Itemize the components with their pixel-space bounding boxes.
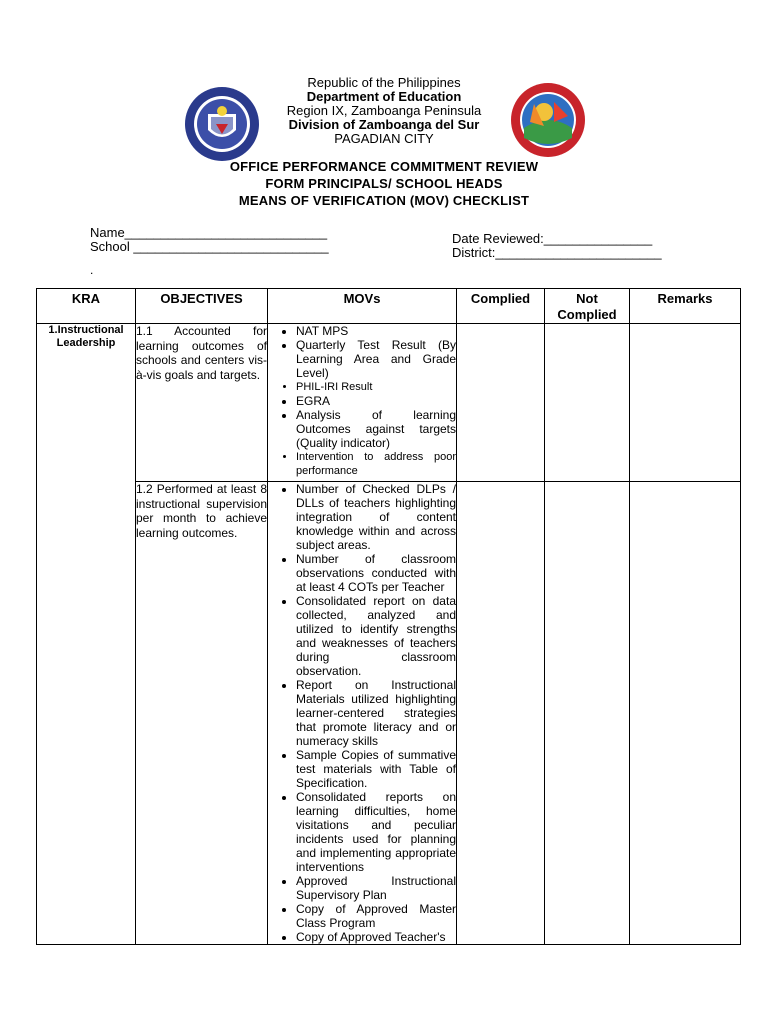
list-item: • Consolidated report on data collected, analyzed and utilized to identify strengths and weaknesses of teachers during classroom observation. xyxy=(296,594,456,678)
objective-cell: 1.2 Performed at least 8 instructional supervision per month to achieve learning outcomes. xyxy=(136,482,268,945)
mov-checklist-table xyxy=(36,288,741,945)
date-reviewed-field[interactable]: Date Reviewed:_______________ xyxy=(452,231,653,246)
complied-cell[interactable] xyxy=(457,324,545,482)
list-item: • Copy of Approved Teacher's xyxy=(296,930,456,944)
region-line: Region IX, Zamboanga Peninsula xyxy=(286,103,482,118)
movs-cell xyxy=(268,482,457,945)
list-item: • Consolidated reports on learning difficulties, home visitations and peculiar incidents used for planning and implementing appropriate interventions xyxy=(296,790,456,874)
list-item: • PHIL-IRI Result xyxy=(296,380,456,394)
district-field[interactable]: District:_______________________ xyxy=(452,245,662,260)
table-header-row xyxy=(37,289,741,324)
not-complied-cell[interactable] xyxy=(545,324,630,482)
header-complied: Complied xyxy=(457,289,545,324)
header-movs: MOVs xyxy=(268,289,457,324)
school-field[interactable]: School ___________________________ xyxy=(90,239,329,254)
form-title-2: FORM PRINCIPALS/ SCHOOL HEADS xyxy=(265,176,503,191)
form-titles xyxy=(0,158,768,209)
republic-line: Republic of the Philippines xyxy=(307,75,461,90)
division-line: Division of Zamboanga del Sur xyxy=(288,117,480,132)
header-not-complied: Not Complied xyxy=(545,289,630,324)
table-row xyxy=(37,324,741,482)
not-complied-cell[interactable] xyxy=(545,482,630,945)
form-title-3: MEANS OF VERIFICATION (MOV) CHECKLIST xyxy=(238,193,530,208)
movs-cell xyxy=(268,324,457,482)
list-item: • Number of classroom observations conducted with at least 4 COTs per Teacher xyxy=(296,552,456,594)
list-item: • Approved Instructional Supervisory Plan xyxy=(296,874,456,902)
city-line: PAGADIAN CITY xyxy=(334,131,434,146)
list-item: • Analysis of learning Outcomes against targets (Quality indicator) xyxy=(296,408,456,450)
header-remarks: Remarks xyxy=(630,289,741,324)
complied-cell[interactable] xyxy=(457,482,545,945)
list-item: • Number of Checked DLPs / DLLs of teachers highlighting integration of content knowledge within and across subject areas. xyxy=(296,482,456,552)
letterhead xyxy=(0,76,768,146)
remarks-cell[interactable] xyxy=(630,482,741,945)
list-item: • Intervention to address poor performance xyxy=(296,450,456,478)
stray-dot: . xyxy=(90,263,94,277)
name-field[interactable]: Name____________________________ xyxy=(90,225,328,240)
form-title-1: OFFICE PERFORMANCE COMMITMENT REVIEW xyxy=(229,159,539,174)
remarks-cell[interactable] xyxy=(630,324,741,482)
list-item: • EGRA xyxy=(296,394,456,408)
list-item: • Sample Copies of summative test materials with Table of Specification. xyxy=(296,748,456,790)
kra-cell: 1.Instructional Leadership xyxy=(37,324,136,945)
header-kra: KRA xyxy=(37,289,136,324)
table-row xyxy=(37,482,741,945)
list-item: • NAT MPS xyxy=(296,324,456,338)
department-line: Department of Education xyxy=(306,89,462,104)
list-item: • Quarterly Test Result (By Learning Area and Grade Level) xyxy=(296,338,456,380)
objective-cell: 1.1 Accounted for learning outcomes of schools and centers vis-à-vis goals and targets. xyxy=(136,324,268,482)
list-item: • Copy of Approved Master Class Program xyxy=(296,902,456,930)
header-objectives: OBJECTIVES xyxy=(136,289,268,324)
list-item: • Report on Instructional Materials utilized highlighting learner-centered strategies that promote literacy and or numeracy skills xyxy=(296,678,456,748)
